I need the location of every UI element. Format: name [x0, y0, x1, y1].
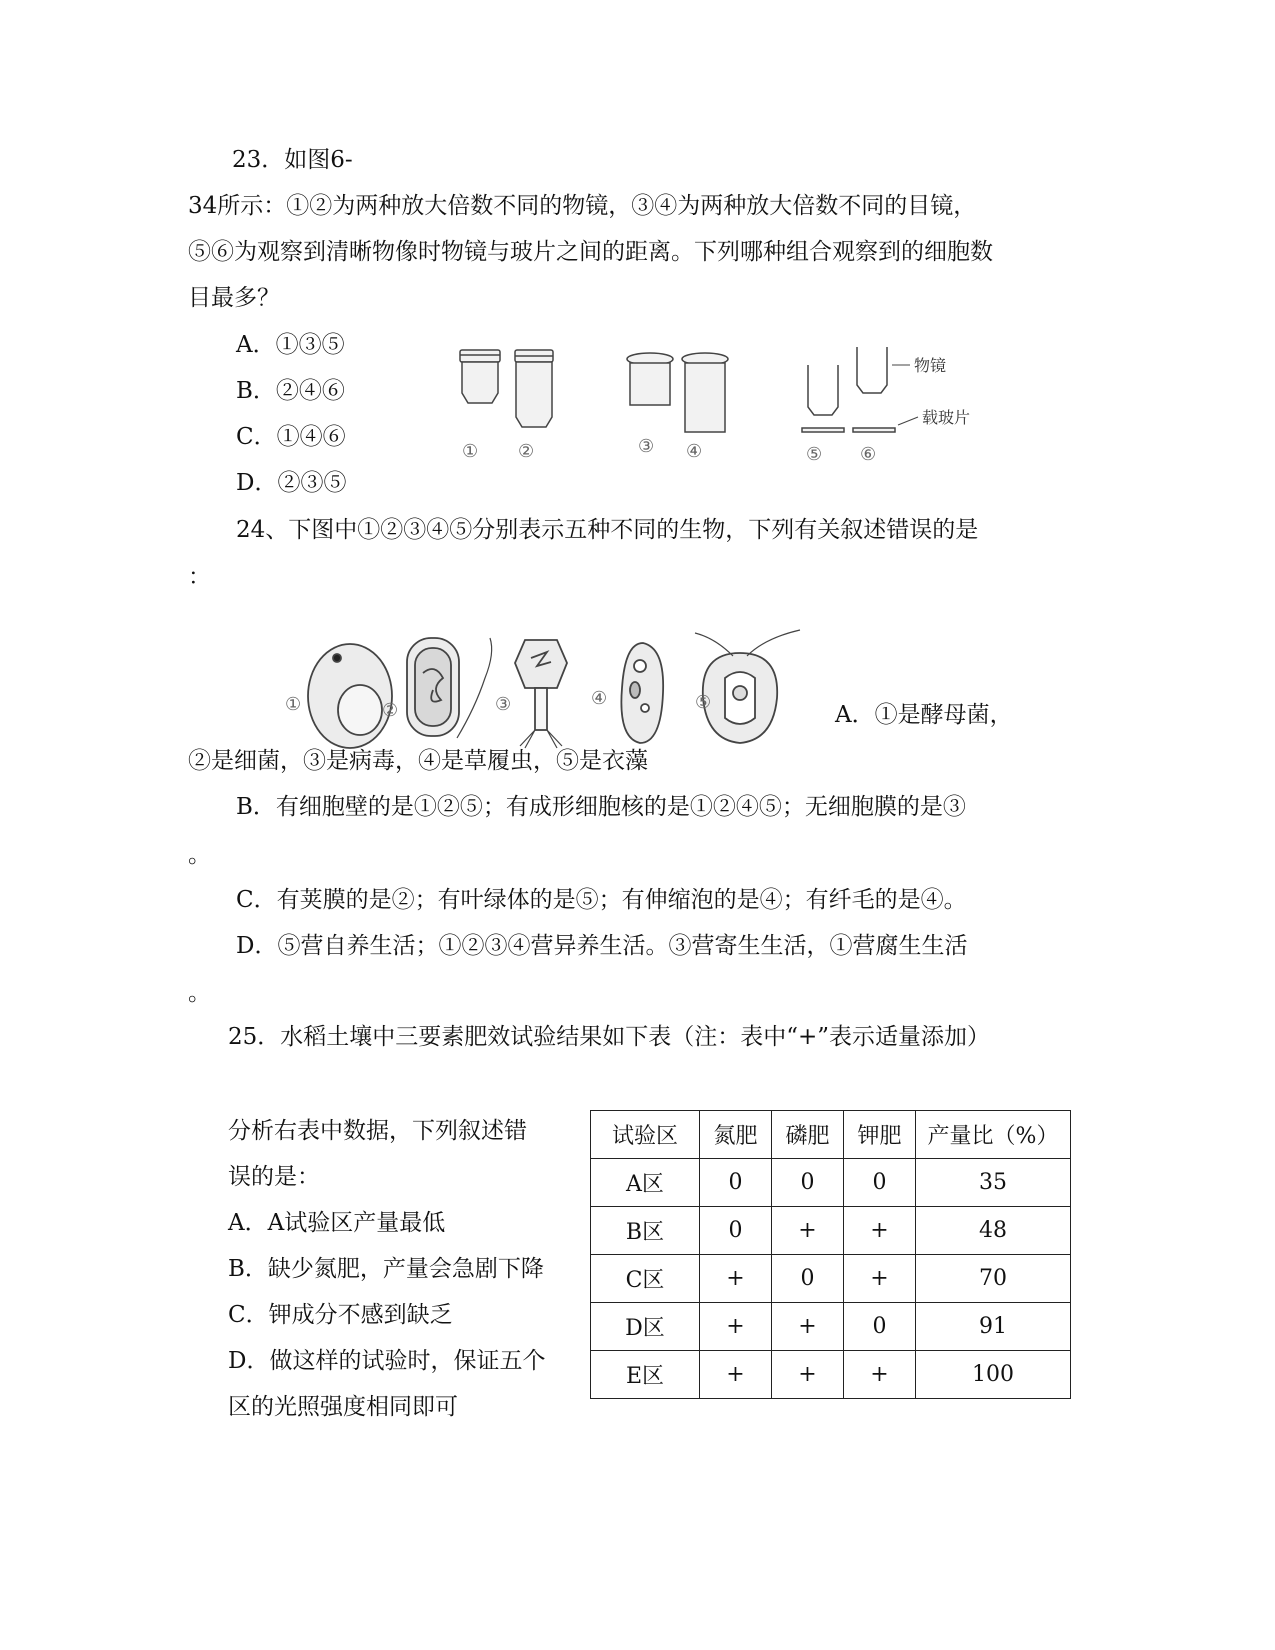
table-cell: 0	[772, 1159, 844, 1207]
fig-number-3: ③	[638, 436, 655, 457]
table-cell: 70	[916, 1255, 1071, 1303]
objective-far-from-slide-icon	[853, 347, 895, 432]
table-row	[591, 1159, 1071, 1207]
yeast-icon	[308, 644, 392, 748]
organism-number-2: ②	[382, 700, 399, 721]
q23-line-2: 34所示：①②为两种放大倍数不同的物镜，③④为两种放大倍数不同的目镜，	[188, 193, 977, 219]
q25-option-c: C．钾成分不感到缺乏	[228, 1302, 453, 1328]
table-row	[591, 1351, 1071, 1399]
q23-option-d: D．②③⑤	[236, 470, 347, 496]
q23-line-3: ⑤⑥为观察到清晰物像时物镜与玻片之间的距离。下列哪种组合观察到的细胞数	[188, 239, 993, 265]
q24-option-d-cont: 。	[188, 980, 211, 1006]
q24-line-1: 24、下图中①②③④⑤分别表示五种不同的生物，下列有关叙述错误的是	[236, 517, 979, 543]
q25-option-d-cont: 区的光照强度相同即可	[228, 1394, 458, 1420]
q24-option-a-part-2: ②是细菌，③是病毒，④是草履虫，⑤是衣藻	[188, 748, 648, 774]
q24-option-b: B．有细胞壁的是①②⑤；有成形细胞核的是①②④⑤；无细胞膜的是③	[236, 794, 966, 820]
table-cell: B区	[591, 1207, 700, 1255]
q23-option-a: A．①③⑤	[236, 332, 345, 358]
q23-option-c: C．①④⑥	[236, 424, 346, 450]
table-header-cell: 试验区	[591, 1111, 700, 1159]
q24-option-b-cont: 。	[188, 842, 211, 868]
table-cell: E区	[591, 1351, 700, 1399]
fig-number-2: ②	[518, 441, 535, 462]
table-cell: 91	[916, 1303, 1071, 1351]
virus-icon	[515, 640, 567, 748]
organism-number-1: ①	[285, 694, 302, 715]
eyepiece-3-icon	[627, 353, 673, 405]
organism-number-4: ④	[591, 688, 608, 709]
table-header-cell: 产量比（%）	[916, 1111, 1071, 1159]
table-cell: 0	[700, 1207, 772, 1255]
q25-option-b: B．缺少氮肥，产量会急剧下降	[228, 1256, 544, 1282]
table-cell: A区	[591, 1159, 700, 1207]
q23-line-1: 23．如图6-	[232, 147, 353, 173]
objective-close-to-slide-icon	[802, 365, 844, 432]
table-cell: +	[844, 1255, 916, 1303]
q24-option-c: C．有荚膜的是②；有叶绿体的是⑤；有伸缩泡的是④；有纤毛的是④。	[236, 887, 967, 913]
table-cell: +	[772, 1207, 844, 1255]
q23-line-4: 目最多？	[188, 285, 280, 311]
q25-analysis-line-2: 误的是：	[228, 1164, 320, 1190]
objective-lens-1-icon	[460, 350, 500, 403]
table-cell: 35	[916, 1159, 1071, 1207]
table-cell: 100	[916, 1351, 1071, 1399]
q25-analysis-line-1: 分析右表中数据，下列叙述错	[228, 1118, 527, 1144]
table-cell: +	[844, 1351, 916, 1399]
q23-option-b: B．②④⑥	[236, 378, 345, 404]
microscope-lens-figure	[440, 335, 1020, 485]
table-cell: 0	[700, 1159, 772, 1207]
q25-option-a: A．A试验区产量最低	[228, 1210, 446, 1236]
organism-number-3: ③	[495, 694, 512, 715]
organism-number-5: ⑤	[695, 692, 712, 713]
table-cell: 0	[844, 1303, 916, 1351]
fig-number-6: ⑥	[860, 444, 877, 465]
slide-label: 载玻片	[922, 408, 971, 427]
q24-option-a-part-1: A．①是酵母菌，	[835, 702, 1013, 728]
paramecium-icon	[621, 643, 663, 743]
table-row	[591, 1207, 1071, 1255]
table-header-cell: 磷肥	[772, 1111, 844, 1159]
table-cell: D区	[591, 1303, 700, 1351]
table-cell: +	[772, 1351, 844, 1399]
table-cell: 0	[844, 1159, 916, 1207]
q24-line-1-cont: ：	[188, 564, 211, 590]
table-row	[591, 1303, 1071, 1351]
q25-stem: 25．水稻土壤中三要素肥效试验结果如下表（注：表中“+”表示适量添加）	[228, 1024, 991, 1050]
bacterium-icon	[407, 638, 492, 738]
table-cell: 48	[916, 1207, 1071, 1255]
fig-number-5: ⑤	[806, 444, 823, 465]
objective-label: 物镜	[914, 356, 947, 375]
q25-option-d: D．做这样的试验时，保证五个	[228, 1348, 546, 1374]
eyepiece-4-icon	[682, 353, 728, 432]
chlamydomonas-icon	[695, 630, 800, 743]
table-cell: +	[700, 1303, 772, 1351]
objective-lens-2-icon	[515, 350, 553, 427]
table-header-row	[591, 1111, 1071, 1159]
table-cell: C区	[591, 1255, 700, 1303]
table-cell: +	[700, 1351, 772, 1399]
table-header-cell: 氮肥	[700, 1111, 772, 1159]
table-cell: +	[844, 1207, 916, 1255]
table-cell: +	[700, 1255, 772, 1303]
table-cell: 0	[772, 1255, 844, 1303]
q24-option-d: D．⑤营自养生活；①②③④营异养生活。③营寄生生活，①营腐生生活	[236, 933, 968, 959]
organisms-figure	[285, 628, 825, 753]
table-header-cell: 钾肥	[844, 1111, 916, 1159]
fig-number-4: ④	[686, 441, 703, 462]
fertilizer-trial-table	[590, 1110, 1071, 1399]
fig-number-1: ①	[462, 441, 479, 462]
table-row	[591, 1255, 1071, 1303]
table-cell: +	[772, 1303, 844, 1351]
